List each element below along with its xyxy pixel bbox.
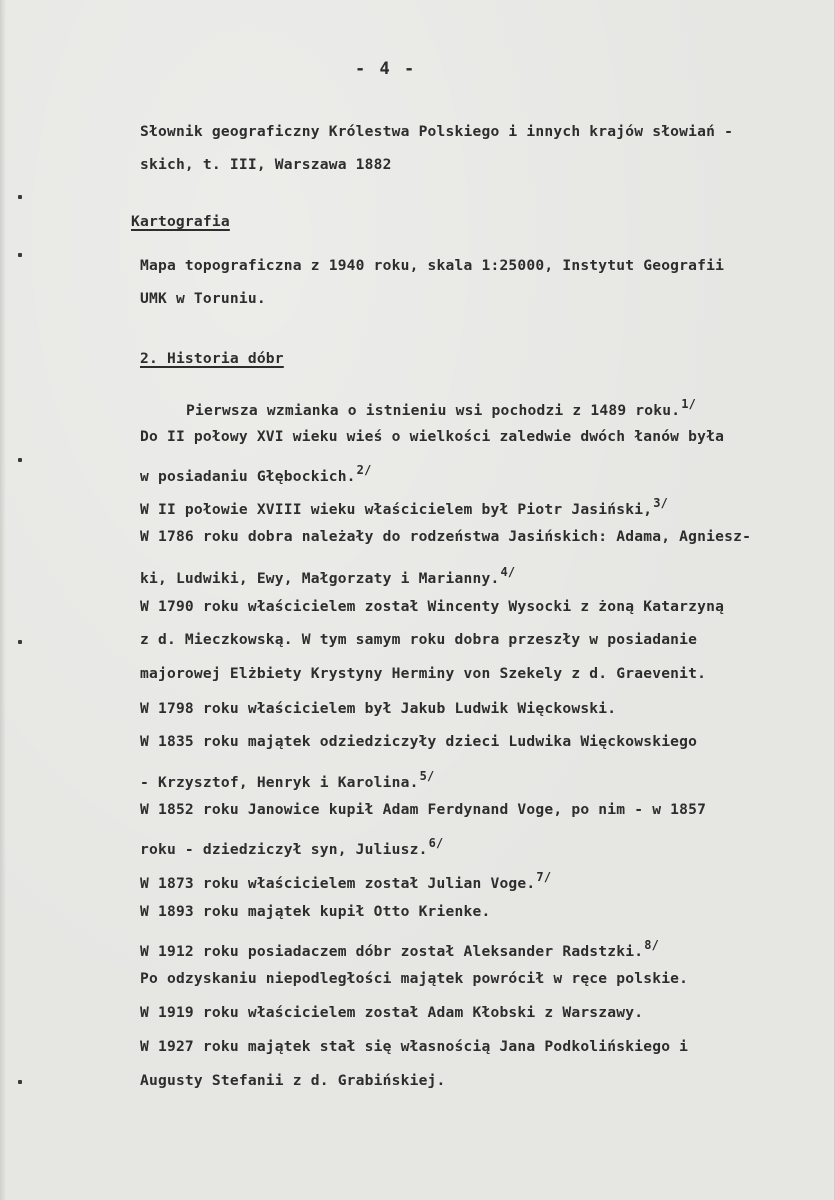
history-line: [140, 598, 724, 616]
history-line-text: W 1927 roku majątek stał się własnością Jana Podkolińskiego i: [140, 1038, 689, 1055]
history-line: [140, 1004, 643, 1022]
history-line: [140, 1072, 446, 1090]
footnote-marker: 2/: [356, 463, 372, 477]
footnote-marker: 1/: [681, 397, 697, 411]
history-line: [186, 395, 696, 420]
cartography-heading: Kartografia: [131, 213, 230, 230]
cartography-line-2: UMK w Toruniu.: [140, 290, 266, 307]
history-heading: 2. Historia dóbr: [140, 350, 284, 367]
bibliography-line-1: Słownik geograficzny Królestwa Polskiego i innych krajów słowiań -: [140, 123, 734, 140]
page-edge-shadow: [0, 0, 6, 1200]
history-line: [140, 970, 688, 988]
history-line: [140, 665, 706, 683]
margin-mark: [18, 195, 22, 199]
history-line-text: Augusty Stefanii z d. Grabińskiej.: [140, 1072, 446, 1089]
history-line-text: W II połowie XVIII wieku właścicielem był Piotr Jasiński,: [140, 501, 653, 518]
history-line: [140, 801, 706, 819]
history-line: [140, 733, 697, 751]
history-line-text: W 1919 roku właścicielem został Adam Kłobski z Warszawy.: [140, 1004, 644, 1021]
footnote-marker: 3/: [653, 496, 669, 510]
history-line-text: Po odzyskaniu niepodległości majątek powrócił w ręce polskie.: [140, 970, 689, 987]
history-line: [140, 834, 443, 859]
history-line-text: majorowej Elżbiety Krystyny Herminy von Szekely z d. Graevenit.: [140, 665, 707, 682]
footnote-marker: 5/: [419, 769, 435, 783]
cartography-line-1: Mapa topograficzna z 1940 roku, skala 1:25000, Instytut Geografii: [140, 257, 725, 274]
history-line-text: ki, Ludwiki, Ewy, Małgorzaty i Marianny.: [140, 570, 500, 587]
history-line-text: W 1873 roku właścicielem został Julian Voge.: [140, 875, 536, 892]
page-number: - 4 -: [355, 59, 417, 79]
bibliography-line-2: skich, t. III, Warszawa 1882: [140, 156, 392, 173]
history-line-text: z d. Mieczkowską. W tym samym roku dobra przeszły w posiadanie: [140, 631, 698, 648]
footnote-marker: 8/: [644, 938, 660, 952]
history-line-text: roku - dziedziczył syn, Juliusz.: [140, 841, 428, 858]
history-line: [140, 868, 551, 893]
history-line-text: W 1790 roku właścicielem został Wincenty Wysocki z żoną Katarzyną: [140, 598, 725, 615]
history-line-text: W 1835 roku majątek odziedziczyły dzieci Ludwika Więckowskiego: [140, 733, 698, 750]
history-line: [140, 494, 668, 519]
history-line-text: W 1798 roku właścicielem był Jakub Ludwik Więckowski.: [140, 700, 617, 717]
margin-mark: [18, 458, 22, 462]
footnote-marker: 6/: [428, 836, 444, 850]
history-line-text: W 1852 roku Janowice kupił Adam Ferdynand Voge, po nim - w 1857: [140, 801, 707, 818]
history-line: [140, 936, 659, 961]
history-line-text: Do II połowy XVI wieku wieś o wielkości zaledwie dwóch łanów była: [140, 428, 725, 445]
history-line: [140, 428, 724, 446]
history-line-text: - Krzysztof, Henryk i Karolina.: [140, 774, 419, 791]
history-line: [140, 700, 616, 718]
history-line: [140, 563, 515, 588]
history-line-text: W 1893 roku majątek kupił Otto Krienke.: [140, 903, 491, 920]
history-line: [140, 461, 372, 486]
history-line: [140, 1038, 688, 1056]
history-line-text: W 1786 roku dobra należały do rodzeństwa Jasińskich: Adama, Agniesz-: [140, 528, 752, 545]
margin-mark: [18, 640, 22, 644]
history-line-text: w posiadaniu Głębockich.: [140, 468, 356, 485]
history-line-text: W 1912 roku posiadaczem dóbr został Aleksander Radstzki.: [140, 943, 644, 960]
margin-mark: [18, 1080, 22, 1084]
history-line: [140, 528, 751, 546]
history-line: [140, 903, 490, 921]
margin-mark: [18, 253, 22, 257]
history-line-text: Pierwsza wzmianka o istnieniu wsi pochodzi z 1489 roku.: [186, 402, 681, 419]
footnote-marker: 4/: [500, 565, 516, 579]
footnote-marker: 7/: [536, 870, 552, 884]
history-line: [140, 631, 697, 649]
history-line: [140, 767, 434, 792]
